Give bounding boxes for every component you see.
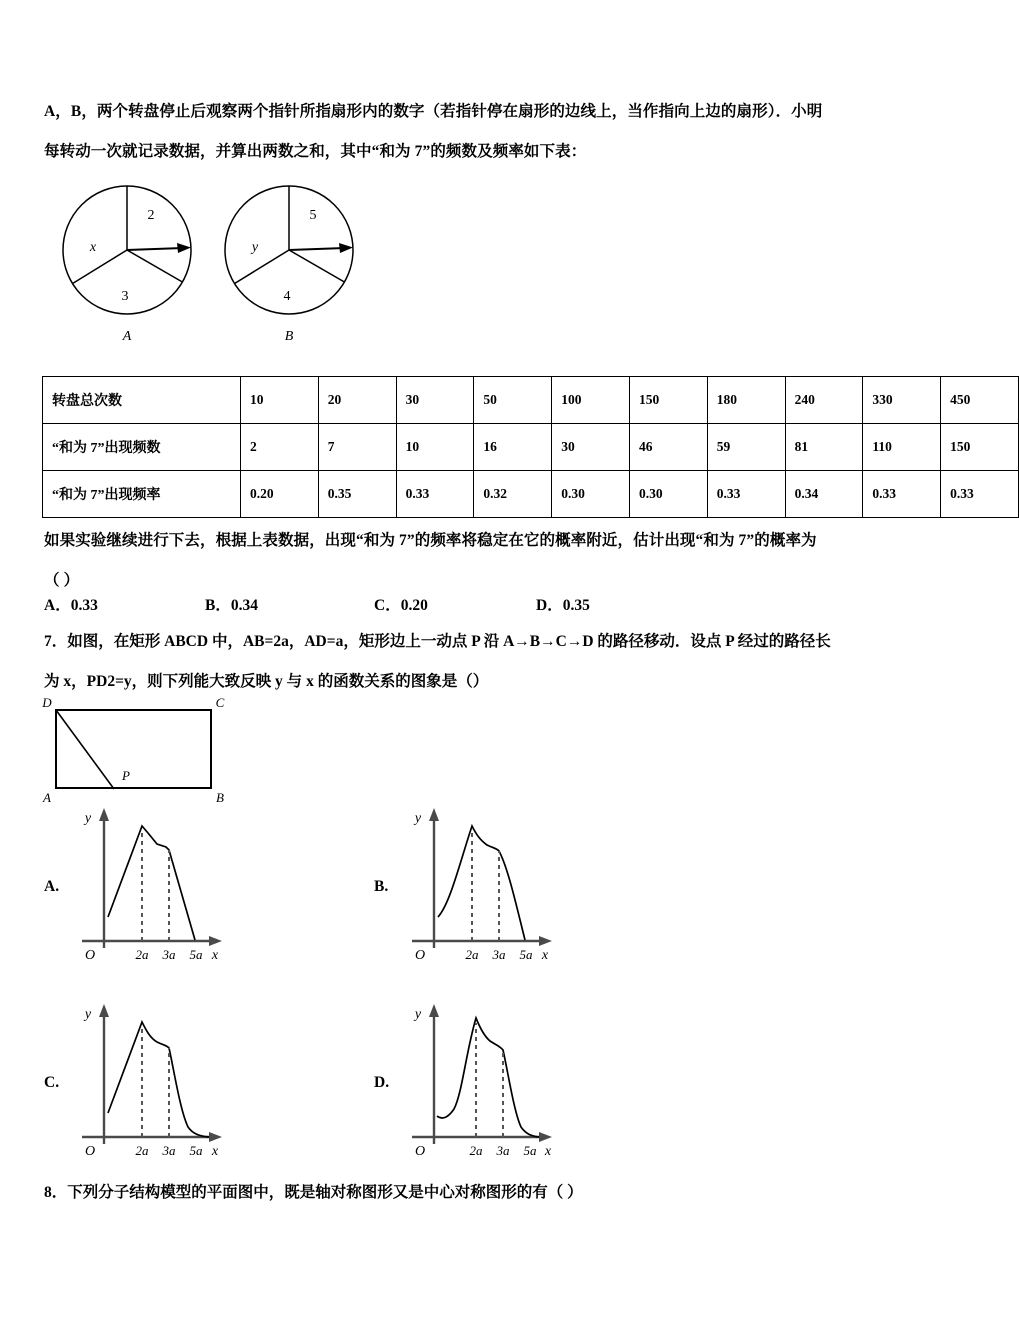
q6-stem-line-2: （ ） [44,572,80,589]
cell-total-7: 240 [785,377,863,424]
cell-rate-9: 0.33 [941,471,1019,518]
cell-count-1: 7 [318,424,396,471]
x-axis-label: x [544,1144,552,1159]
q7-choice-d-label: D. [374,1074,390,1091]
tick-label-3a: 3a [162,1143,176,1158]
q7-l1-mid4: 沿 [479,633,504,650]
q7-choice-d-graph [392,996,607,1181]
q6-stem [44,521,919,601]
y-axis-arrow [99,1004,109,1017]
q6-stem-line-1: 如果实验继续进行下去，根据上表数据，出现“和为 7”的频率将稳定在它的概率附近，估计出现“和为 7”的概率为 [44,532,817,549]
x-axis-arrow [209,936,222,946]
q6-option-d-label: D． [536,597,563,614]
tick-label-3a: 3a [492,947,506,962]
vertex-label-a: A [43,790,51,805]
rectangle-abcd-svg [36,696,236,808]
table-row [43,377,1019,424]
cell-total-1: 20 [318,377,396,424]
q7-l2-end: 的函数关系的图象是（） [313,673,489,690]
tick-label-2a: 2a [135,1143,149,1158]
spinner-a-sector-x: x [89,240,97,255]
spinner-a-pointer [127,248,183,250]
q6-option-c-value: 0.20 [400,597,428,614]
q7-l2-y: y [275,673,283,690]
tick-label-5a: 5a [523,1143,537,1158]
tick-label-3a: 3a [162,947,176,962]
tick-label-5a: 5a [519,947,533,962]
origin-label: O [84,948,96,963]
y-axis-label: y [84,811,92,826]
spinner-a-caption: A [122,329,132,344]
cell-count-2: 10 [396,424,474,471]
rectangle-abcd-figure [36,696,236,808]
spinner-b-sector-5: 5 [309,208,317,223]
spinner-a-sector-3: 3 [121,289,129,304]
cell-count-9: 150 [941,424,1019,471]
cell-rate-5: 0.30 [629,471,707,518]
cell-count-7: 81 [785,424,863,471]
y-axis-arrow [99,808,109,821]
q7-l1-p2: P [725,633,734,650]
spinner-b-sector-4: 4 [283,289,291,304]
cell-count-0: 2 [241,424,319,471]
q6-option-d-value: 0.35 [562,597,590,614]
x-axis-label: x [211,1144,219,1159]
q7-l2-mid: ， [71,673,87,690]
x-axis-arrow [539,1132,552,1142]
q7-stem [44,622,919,702]
x-axis-label: x [211,948,219,963]
tick-label-5a: 5a [189,1143,203,1158]
tick-label-2a: 2a [465,947,479,962]
cell-total-2: 30 [396,377,474,424]
spinner-b-caption: B [284,329,294,344]
origin-label: O [414,948,426,963]
cell-count-4: 30 [552,424,630,471]
point-label-p: P [122,768,130,783]
q7-choice-c[interactable] [40,996,290,1181]
spinner-figures [55,178,395,358]
row-header-total-spins: 转盘总次数 [43,377,241,424]
q6-option-c[interactable] [374,593,428,615]
curve [108,1022,209,1137]
cell-rate-6: 0.33 [707,471,785,518]
cell-rate-3: 0.32 [474,471,552,518]
vertex-label-b: B [216,790,224,805]
spinner-a [63,186,191,344]
tick-label-2a: 2a [469,1143,483,1158]
y-axis-label: y [414,811,422,826]
y-axis-arrow [429,808,439,821]
q7-l2-x: x [63,673,72,690]
cell-rate-1: 0.35 [318,471,396,518]
segment-dp [56,710,114,789]
frequency-table [42,376,1019,518]
q6-option-a-label: A． [44,597,71,614]
q6-option-a[interactable] [44,593,98,615]
q7-choice-b-label: B. [374,878,389,895]
q7-choice-b-graph [392,800,607,985]
q7-choice-a-graph [62,800,277,985]
spinner-a-divider-left [73,250,127,284]
spinner-a-sector-2: 2 [147,208,155,223]
q7-l1-mid2: ， [288,633,305,650]
origin-label: O [414,1144,426,1159]
q7-l1-ad: AD=a [304,633,344,650]
row-header-frequency-count: “和为 7”出现频数 [43,424,241,471]
q7-choice-a-label: A. [44,878,60,895]
q7-choice-d[interactable] [370,996,620,1181]
q6-option-b-value: 0.34 [230,597,258,614]
q7-l1-abcd: ABCD [164,633,209,650]
cell-total-8: 330 [863,377,941,424]
cell-total-9: 450 [941,377,1019,424]
cell-total-3: 50 [474,377,552,424]
cell-rate-8: 0.33 [863,471,941,518]
spinner-b-sector-y: y [251,240,259,255]
vertex-label-c: C [215,695,225,710]
cell-count-5: 46 [629,424,707,471]
q7-l1-mid1: 中， [208,633,243,650]
cell-rate-0: 0.20 [241,471,319,518]
x-axis-arrow [539,936,552,946]
spinner-b-divider-right [289,250,344,282]
cell-total-6: 180 [707,377,785,424]
cell-count-6: 59 [707,424,785,471]
y-axis-arrow [429,1004,439,1017]
q7-l2-pd2: PD2=y [86,673,132,690]
q7-choice-c-graph [62,996,277,1181]
cell-rate-7: 0.34 [785,471,863,518]
q7-choice-c-label: C. [44,1074,60,1091]
q7-l1-mid3: ，矩形边上一动点 [343,633,472,650]
q7-stem-line-1 [44,622,919,662]
q8-stem: 8．下列分子结构模型的平面图中，既是轴对称图形又是中心对称图形的有（ ） [44,1184,583,1201]
cell-count-3: 16 [474,424,552,471]
tick-label-5a: 5a [189,947,203,962]
vertex-label-d: D [42,695,52,710]
intro-line-2: 每转动一次就记录数据，并算出两数之和，其中“和为 7”的频数及频率如下表： [44,143,587,160]
q6-option-b[interactable] [205,593,258,615]
cell-total-4: 100 [552,377,630,424]
cell-total-5: 150 [629,377,707,424]
q7-l2-pre: 为 [44,673,64,690]
q6-option-b-label: B． [205,597,231,614]
q7-l1-p: P [471,633,480,650]
x-axis-label: x [541,948,549,963]
cell-count-8: 110 [863,424,941,471]
rectangle-outline [56,710,211,788]
intro-line-1: A，B，两个转盘停止后观察两个指针所指扇形内的数字（若指针停在扇形的边线上，当作指向上边的扇形）．小明 [44,103,823,120]
q7-l1-end: 经过的路径长 [733,633,831,650]
q6-option-c-label: C． [374,597,401,614]
q7-l2-mid2: ，则下列能大致反映 [131,673,276,690]
intro-paragraph [44,92,914,172]
spinner-a-pointer-head [177,243,191,253]
tick-label-3a: 3a [496,1143,510,1158]
cell-rate-4: 0.30 [552,471,630,518]
spinner-b [225,186,353,344]
tick-label-2a: 2a [135,947,149,962]
spinner-a-divider-right [127,250,182,282]
q7-l1-pre: 7．如图，在矩形 [44,633,165,650]
q7-choice-b[interactable] [370,800,620,985]
q7-l2-x2: x [306,673,314,690]
row-header-frequency-rate: “和为 7”出现频率 [43,471,241,518]
curve [437,1018,539,1137]
x-axis-arrow [209,1132,222,1142]
q7-answer-graphs [40,800,620,1185]
curve [438,826,525,940]
q7-l2-mid3: 与 [282,673,307,690]
spinner-b-pointer-head [339,243,353,253]
table-row [43,471,1019,518]
cell-total-0: 10 [241,377,319,424]
spinner-b-pointer [289,248,345,250]
y-axis-label: y [414,1007,422,1022]
table-row [43,424,1019,471]
q7-choice-a[interactable] [40,800,290,985]
origin-label: O [84,1144,96,1159]
curve [108,826,195,940]
cell-rate-2: 0.33 [396,471,474,518]
q7-l1-path: A→B→C→D [503,633,594,650]
q7-l1-post: 的路径移动．设点 [593,633,726,650]
spinner-b-divider-left [235,250,289,284]
q6-option-a-value: 0.33 [70,597,98,614]
q7-l1-ab: AB=2a [242,633,289,650]
y-axis-label: y [84,1007,92,1022]
q6-option-d[interactable] [536,593,590,615]
spinner-svg [55,178,395,358]
